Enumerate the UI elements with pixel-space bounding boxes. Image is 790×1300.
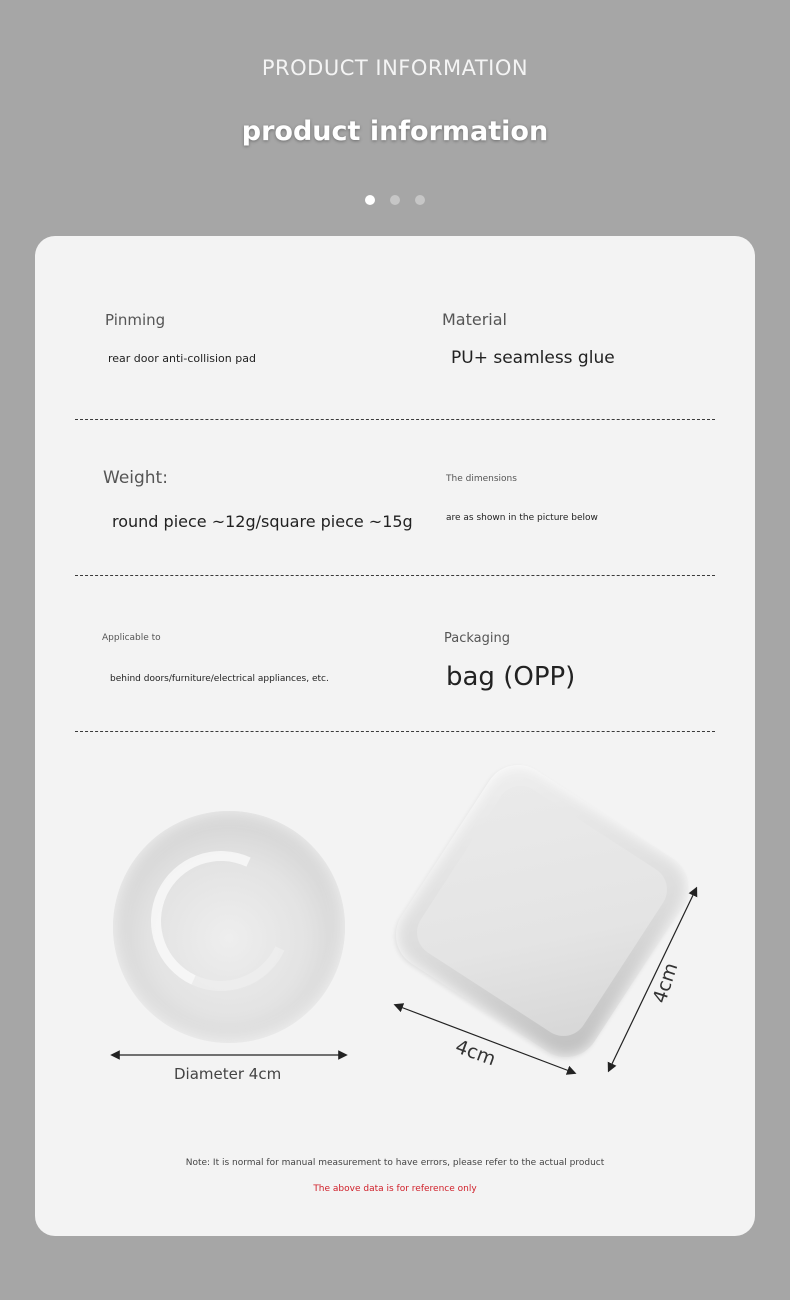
spec-card: [35, 236, 755, 1236]
round-diameter-caption: Diameter 4cm: [174, 1065, 282, 1083]
carousel-dot-1[interactable]: [365, 195, 375, 205]
carousel-dot-3[interactable]: [415, 195, 425, 205]
material-value: PU+ seamless glue: [451, 348, 615, 368]
square-width-caption: 4cm: [452, 1035, 499, 1071]
page-subtitle: product information: [241, 116, 549, 147]
dimensions-value: are as shown in the picture below: [446, 513, 598, 523]
reference-note: The above data is for reference only: [313, 1184, 477, 1194]
packaging-label: Packaging: [444, 631, 510, 646]
carousel-dot-2[interactable]: [390, 195, 400, 205]
packaging-value: bag (OPP): [446, 662, 576, 692]
square-height-caption: 4cm: [648, 960, 683, 1006]
weight-value: round piece ~12g/square piece ~15g: [112, 512, 413, 531]
applicable-label: Applicable to: [102, 633, 161, 643]
measurement-note: Note: It is normal for manual measurement to have errors, please refer to the actual product: [185, 1158, 605, 1168]
dimensions-label: The dimensions: [446, 474, 517, 484]
applicable-value: behind doors/furniture/electrical appliances, etc.: [110, 674, 329, 684]
pinming-label: Pinming: [105, 311, 166, 329]
page-title: PRODUCT INFORMATION: [261, 56, 529, 80]
pinming-value: rear door anti-collision pad: [108, 352, 256, 365]
weight-label: Weight:: [103, 468, 168, 488]
material-label: Material: [442, 310, 507, 329]
dimension-arrows: [35, 236, 755, 1236]
carousel-dots: [0, 190, 790, 209]
square-height-arrow: [610, 891, 695, 1068]
